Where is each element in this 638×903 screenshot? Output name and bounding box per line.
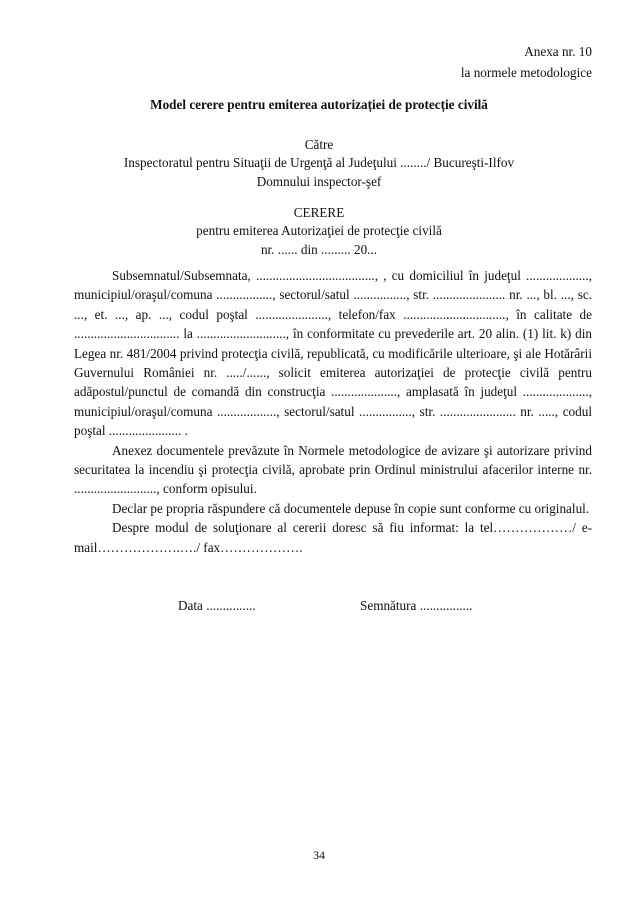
paragraph-attachments: Anexez documentele prevăzute în Normele metodologice de avizare şi autorizare privind securitatea la incendiu şi protecţia civilă, aprobate prin Ordinul ministrului afacerilor interne nr. ........................., conform opisului. (74, 442, 592, 497)
page-number: 34 (313, 848, 325, 862)
date-field: Data ............... (178, 598, 256, 613)
paragraph-applicant: Subsemnatul/Subsemnata, ...................................., , cu domiciliul în judeţul ..................., municipiul/oraşul/comuna ................., sectorul/satul ................, str. ...................... nr. ..., bl. ..., sc. ..., et. ..., ap. ..., codul poştal ......................, telefon/fax ..............................., în calitate de ................................ la ..........................., în conformitate cu prevederile art. 20 alin. (1) lit. k) din Legea nr. 481/2004 privind protecţia civilă, republicată, cu modificările ulterioare, şi ale Hotărârii Guvernului României nr. ...../......, solicit emiterea autorizaţiei de protecţie civilă pentru adăpostul/punctul de comandă din construcţia ...................., amplasată în judeţul ...................., municipiul/oraşul/comuna .................., sectorul/satul ................, str. ....................... nr. ....., codul poştal ...................... . (74, 268, 592, 439)
addressee-to: Către (304, 137, 334, 152)
annex-sublabel: la normele metodologice (460, 65, 592, 80)
signature-field: Semnătura ................ (360, 598, 473, 613)
request-body (74, 266, 592, 557)
paragraph-declaration: Declar pe propria răspundere că documentele depuse în copie sunt conforme cu originalul. (112, 500, 590, 516)
annex-label: Anexa nr. 10 (524, 44, 592, 59)
addressee-recipient: Domnului inspector-şef (256, 174, 382, 189)
request-number-line: nr. ...... din ......... 20... (260, 242, 378, 257)
request-subtitle: pentru emiterea Autorizaţiei de protecţie civilă (196, 223, 442, 238)
document-title: Model cerere pentru emiterea autorizației de protecție civilă (150, 97, 488, 112)
addressee-institution: Inspectoratul pentru Situaţii de Urgenţă al Judeţului ......../ Bucureşti-Ilfov (123, 155, 515, 170)
request-heading: CERERE (293, 205, 345, 220)
paragraph-contact: Despre modul de soluţionare al cererii doresc să fiu informat: la tel………………/ e-mail……………….…./ fax………………. (74, 520, 592, 555)
